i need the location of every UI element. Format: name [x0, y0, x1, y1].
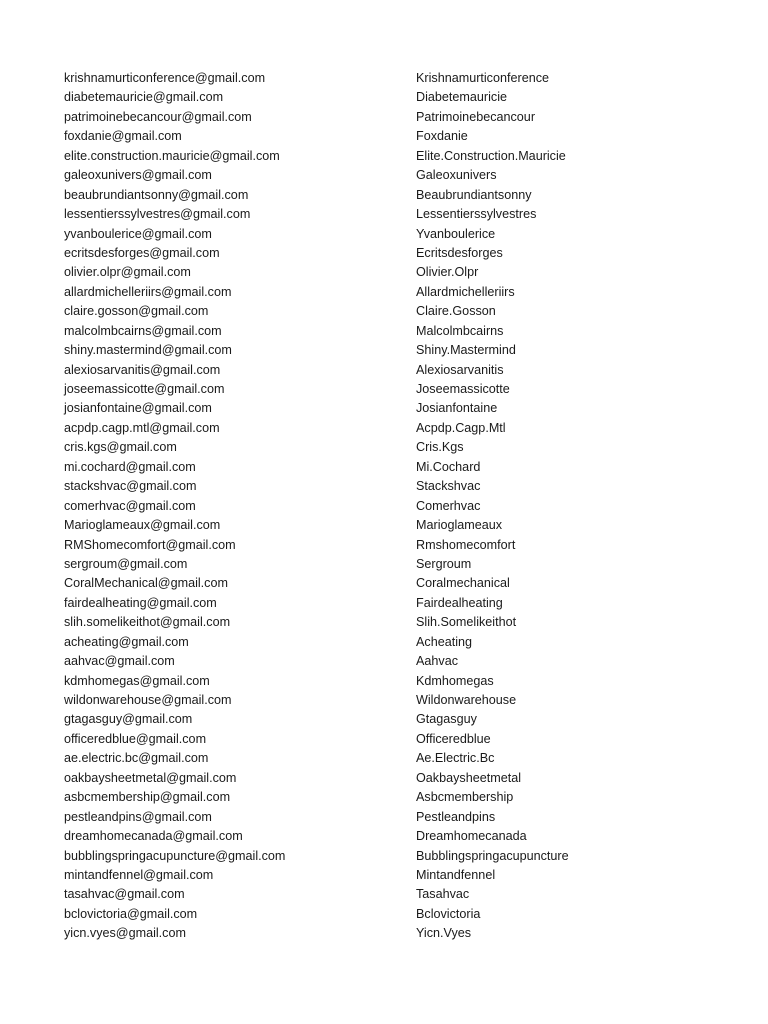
name-entry: Comerhvac: [416, 498, 481, 513]
name-entry: Beaubrundiantsonny: [416, 187, 532, 202]
name-entry: Galeoxunivers: [416, 168, 497, 183]
email-entry: ae.electric.bc@gmail.com: [64, 751, 209, 766]
name-entry: Gtagasguy: [416, 712, 477, 727]
name-entry: Ae.Electric.Bc: [416, 751, 495, 766]
email-entry: asbcmembership@gmail.com: [64, 790, 231, 805]
email-entry: alexiosarvanitis@gmail.com: [64, 362, 221, 377]
name-entry: Yicn.Vyes: [416, 926, 472, 941]
email-entry: elite.construction.mauricie@gmail.com: [64, 148, 280, 163]
name-entry: Sergroum: [416, 556, 472, 571]
name-entry: Marioglameaux: [416, 518, 503, 533]
name-entry: Rmshomecomfort: [416, 537, 516, 552]
email-entry: patrimoinebecancour@gmail.com: [64, 109, 252, 124]
email-entry: joseemassicotte@gmail.com: [64, 382, 225, 396]
email-column: [64, 69, 394, 944]
email-entry: acheating@gmail.com: [64, 634, 189, 649]
name-entry: Pestleandpins: [416, 809, 496, 824]
name-entry: Acheating: [416, 634, 473, 649]
email-entry: claire.gosson@gmail.com: [64, 304, 209, 319]
name-entry: Claire.Gosson: [416, 304, 496, 319]
email-entry: slih.somelikeithot@gmail.com: [64, 615, 231, 630]
name-entry: Acpdp.Cagp.Mtl: [416, 420, 506, 435]
name-entry: Patrimoinebecancour: [416, 109, 536, 124]
name-entry: Foxdanie: [416, 129, 468, 144]
email-entry: pestleandpins@gmail.com: [64, 809, 212, 824]
name-entry: Yvanboulerice: [416, 226, 496, 241]
name-entry: Wildonwarehouse: [416, 693, 517, 707]
email-entry: foxdanie@gmail.com: [64, 129, 182, 144]
email-entry: ecritsdesforges@gmail.com: [64, 245, 220, 260]
name-entry: Officeredblue: [416, 731, 491, 746]
email-entry: krishnamurticonference@gmail.com: [64, 71, 266, 85]
email-entry: acpdp.cagp.mtl@gmail.com: [64, 420, 220, 435]
email-entry: RMShomecomfort@gmail.com: [64, 537, 236, 552]
email-entry: lessentierssylvestres@gmail.com: [64, 207, 251, 222]
email-entry: sergroum@gmail.com: [64, 556, 188, 571]
name-entry: Dreamhomecanada: [416, 829, 527, 844]
email-entry: dreamhomecanada@gmail.com: [64, 829, 243, 844]
email-entry: gtagasguy@gmail.com: [64, 712, 193, 727]
name-entry: Oakbaysheetmetal: [416, 770, 522, 785]
name-entry: Allardmichelleriirs: [416, 284, 515, 299]
email-entry: yicn.vyes@gmail.com: [64, 926, 186, 941]
name-entry: Cris.Kgs: [416, 440, 464, 455]
name-entry: Aahvac: [416, 654, 459, 669]
email-entry: kdmhomegas@gmail.com: [64, 673, 210, 688]
email-entry: allardmichelleriirs@gmail.com: [64, 284, 232, 299]
name-entry: Olivier.Olpr: [416, 265, 479, 280]
name-entry: Bclovictoria: [416, 906, 481, 921]
email-entry: fairdealheating@gmail.com: [64, 595, 217, 610]
name-entry: Shiny.Mastermind: [416, 343, 516, 358]
name-entry: Mintandfennel: [416, 867, 496, 882]
email-entry: galeoxunivers@gmail.com: [64, 168, 212, 183]
name-entry: Alexiosarvanitis: [416, 362, 504, 377]
email-entry: oakbaysheetmetal@gmail.com: [64, 770, 237, 785]
email-entry: josianfontaine@gmail.com: [64, 401, 212, 416]
name-entry: Ecritsdesforges: [416, 245, 503, 260]
name-entry: Lessentierssylvestres: [416, 207, 537, 222]
name-entry: Josianfontaine: [416, 401, 498, 416]
name-entry: Mi.Cochard: [416, 459, 481, 474]
name-entry: Krishnamurticonference: [416, 71, 549, 85]
email-entry: officeredblue@gmail.com: [64, 731, 207, 746]
name-entry: Bubblingspringacupuncture: [416, 848, 569, 863]
email-entry: bclovictoria@gmail.com: [64, 906, 198, 921]
name-entry: Slih.Somelikeithot: [416, 615, 517, 630]
email-entry: mintandfennel@gmail.com: [64, 867, 214, 882]
email-entry: shiny.mastermind@gmail.com: [64, 343, 232, 358]
email-entry: cris.kgs@gmail.com: [64, 440, 177, 455]
name-entry: Coralmechanical: [416, 576, 510, 591]
email-entry: mi.cochard@gmail.com: [64, 459, 196, 474]
name-entry: Kdmhomegas: [416, 673, 494, 688]
name-column: [416, 69, 746, 944]
email-entry: aahvac@gmail.com: [64, 654, 175, 669]
name-entry: Elite.Construction.Mauricie: [416, 148, 566, 163]
email-entry: beaubrundiantsonny@gmail.com: [64, 187, 249, 202]
email-entry: diabetemauricie@gmail.com: [64, 90, 224, 105]
name-entry: Tasahvac: [416, 887, 470, 902]
email-entry: olivier.olpr@gmail.com: [64, 265, 191, 280]
name-entry: Fairdealheating: [416, 595, 503, 610]
email-entry: Marioglameaux@gmail.com: [64, 518, 221, 533]
email-entry: tasahvac@gmail.com: [64, 887, 185, 902]
email-entry: bubblingspringacupuncture@gmail.com: [64, 848, 286, 863]
name-entry: Malcolmbcairns: [416, 323, 504, 338]
email-entry: malcolmbcairns@gmail.com: [64, 323, 222, 338]
name-entry: Diabetemauricie: [416, 90, 507, 105]
name-entry: Asbcmembership: [416, 790, 514, 805]
email-entry: yvanboulerice@gmail.com: [64, 226, 212, 241]
name-entry: Joseemassicotte: [416, 382, 510, 396]
email-entry: comerhvac@gmail.com: [64, 498, 196, 513]
email-entry: stackshvac@gmail.com: [64, 479, 197, 494]
name-entry: Stackshvac: [416, 479, 481, 494]
email-entry: wildonwarehouse@gmail.com: [64, 693, 232, 707]
email-entry: CoralMechanical@gmail.com: [64, 576, 228, 591]
